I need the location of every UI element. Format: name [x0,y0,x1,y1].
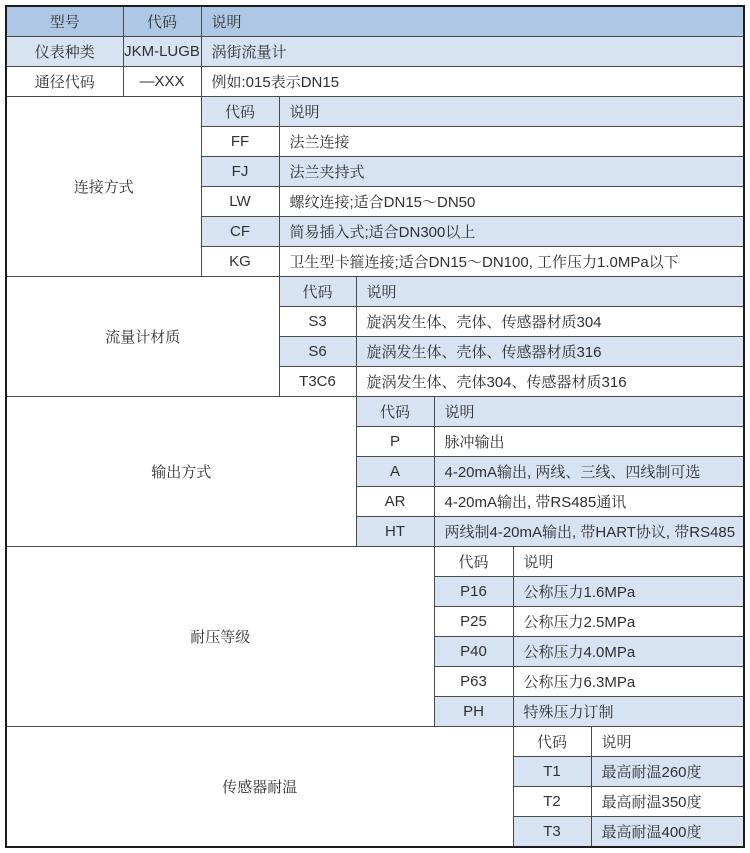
code-cell: AR [356,487,434,517]
header-desc: 说明 [201,6,744,37]
code-cell: P40 [434,637,513,667]
section-desc-header: 说明 [591,727,744,757]
code-cell: FJ [201,157,279,187]
table-row [6,37,744,67]
section-desc-header: 说明 [356,277,744,307]
section-code-header: 代码 [201,97,279,127]
desc-cell: 最高耐温350度 [591,787,744,817]
section-header-row [6,397,744,427]
desc-cell: 4-20mA输出, 带RS485通讯 [434,487,744,517]
code-cell: P [356,427,434,457]
section-header-row [6,277,744,307]
section-header-row [6,97,744,127]
section-label-pressure: 耐压等级 [6,547,434,727]
section-code-header: 代码 [356,397,434,427]
desc-cell: 旋涡发生体、壳体、传感器材质316 [356,337,744,367]
section-code-header: 代码 [279,277,356,307]
section-desc-header: 说明 [434,397,744,427]
desc-cell: 特殊压力订制 [513,697,744,727]
model-selection-table [5,5,745,848]
section-label-output: 输出方式 [6,397,356,547]
desc-cell: 法兰连接 [279,127,744,157]
header-model: 型号 [6,6,123,37]
code-cell: S6 [279,337,356,367]
desc-cell: 最高耐温400度 [591,817,744,848]
code-cell: T2 [513,787,591,817]
row-label: 仪表种类 [6,37,123,67]
section-label-temperature: 传感器耐温 [6,727,513,848]
desc-cell: 旋涡发生体、壳体304、传感器材质316 [356,367,744,397]
desc-cell: 两线制4-20mA输出, 带HART协议, 带RS485 [434,517,744,547]
desc-cell: 公称压力1.6MPa [513,577,744,607]
code-cell: P25 [434,607,513,637]
desc-cell: 法兰夹持式 [279,157,744,187]
code-cell: FF [201,127,279,157]
code-cell: KG [201,247,279,277]
desc-cell: 脉冲输出 [434,427,744,457]
desc-cell: 最高耐温260度 [591,757,744,787]
desc-cell: 涡街流量计 [201,37,744,67]
code-cell: PH [434,697,513,727]
code-cell: CF [201,217,279,247]
desc-cell: 简易插入式;适合DN300以上 [279,217,744,247]
code-cell: JKM-LUGB [123,37,201,67]
section-desc-header: 说明 [279,97,744,127]
code-cell: HT [356,517,434,547]
section-header-row [6,547,744,577]
desc-cell: 4-20mA输出, 两线、三线、四线制可选 [434,457,744,487]
table-row [6,67,744,97]
code-cell: LW [201,187,279,217]
header-code: 代码 [123,6,201,37]
code-cell: —XXX [123,67,201,97]
code-cell: T3C6 [279,367,356,397]
desc-cell: 旋涡发生体、壳体、传感器材质304 [356,307,744,337]
code-cell: P16 [434,577,513,607]
desc-cell: 公称压力6.3MPa [513,667,744,697]
code-cell: P63 [434,667,513,697]
code-cell: A [356,457,434,487]
section-desc-header: 说明 [513,547,744,577]
section-code-header: 代码 [513,727,591,757]
code-cell: S3 [279,307,356,337]
code-cell: T3 [513,817,591,848]
section-label-material: 流量计材质 [6,277,279,397]
section-label-connection: 连接方式 [6,97,201,277]
desc-cell: 公称压力4.0MPa [513,637,744,667]
code-cell: T1 [513,757,591,787]
desc-cell: 例如:015表示DN15 [201,67,744,97]
desc-cell: 螺纹连接;适合DN15～DN50 [279,187,744,217]
section-header-row [6,727,744,757]
table-header-row [6,6,744,37]
row-label: 通径代码 [6,67,123,97]
desc-cell: 卫生型卡箍连接;适合DN15～DN100, 工作压力1.0MPa以下 [279,247,744,277]
desc-cell: 公称压力2.5MPa [513,607,744,637]
section-code-header: 代码 [434,547,513,577]
